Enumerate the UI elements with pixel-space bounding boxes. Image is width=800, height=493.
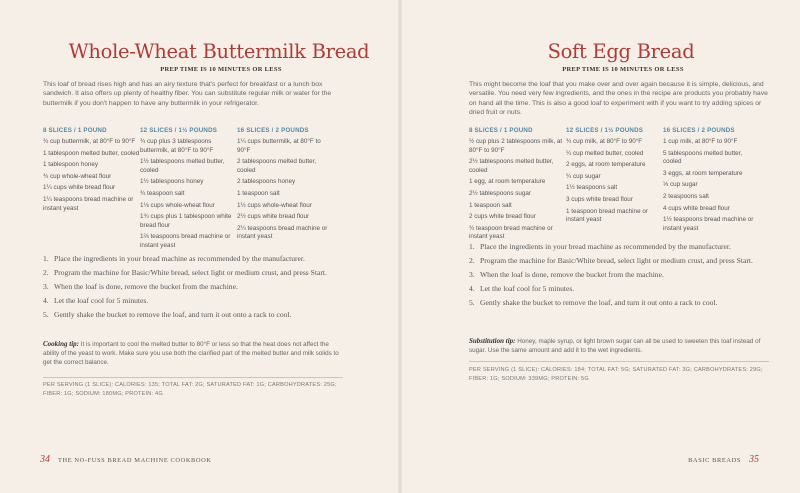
instruction-list (43, 253, 363, 323)
step-text: Let the loaf cool for 5 minutes. (54, 296, 149, 305)
column-heading: 8 SLICES / 1 POUND (469, 127, 533, 134)
ingredient: 2 tablespoons melted butter, cooled (237, 158, 317, 174)
ingredient: 1 tablespoon melted butter, cooled (43, 149, 140, 157)
ingredient-column (566, 127, 663, 245)
running-head: THE NO-FUSS BREAD MACHINE COOKBOOK (58, 457, 212, 464)
ingredient: 1¼ cups white bread flour (43, 184, 116, 192)
recipe-title: Whole-Wheat Buttermilk Bread (68, 40, 370, 63)
page-footer (688, 449, 759, 467)
column-heading: 12 SLICES / 1½ POUNDS (566, 127, 644, 134)
ingredient: 1 tablespoon honey (43, 161, 98, 169)
instruction-step: 1. Place the ingredients in your bread machine as recommended by the manufacturer. (469, 241, 789, 252)
ingredient: 2 teaspoons salt (663, 192, 709, 200)
recipe-intro: This loaf of bread rises high and has an airy texture that's perfect for breakfast or a lunch box sandwich. It also offers up plenty of healthy fiber. You can substitute regular milk or water for the buttermilk if you don't happen to have any buttermilk in your refrigerator. (43, 81, 332, 107)
ingredient-column (663, 127, 760, 245)
ingredient: 1 teaspoon salt (237, 189, 280, 197)
nutrition-info: PER SERVING (1 SLICE): CALORIES: 184; TOTAL FAT: 5G; SATURATED FAT: 3G; CARBOHYDRATES: 29G; FIBER: 1G; SODIUM: 339MG; PROTEIN: 5G (469, 367, 763, 382)
ingredient: 1 egg, at room temperature (469, 178, 546, 186)
cooking-tip (43, 340, 343, 367)
ingredient: 1 teaspoon bread machine or instant yeast (566, 207, 648, 224)
ingredient: 1 cup milk, at 80°F to 90°F (663, 138, 738, 145)
ingredient: 1½ tablespoons honey (140, 178, 204, 186)
ingredient: ⅓ cup sugar (663, 181, 698, 189)
tip-text: It is important to cool the melted butter to 80°F or less so that the heat does not affect the ability of the yeast to work. Make sure you use both the clarified part of the melted butter and milk solids to get the correct balance. (43, 341, 339, 366)
instruction-step: 2. Program the machine for Basic/White bread, select light or medium crust, and press Start. (43, 267, 363, 278)
tip-label: Substitution tip: (469, 337, 516, 345)
nutrition-info: PER SERVING (1 SLICE): CALORIES: 135; TOTAL FAT: 2G; SATURATED FAT: 1G; CARBOHYDRATES: 25G; FIBER: 1G; SODIUM: 180MG; PROTEIN: 4G (43, 382, 337, 397)
ingredient: 2½ cups white bread flour (237, 213, 310, 221)
ingredient: 3 cups white bread flour (566, 195, 633, 203)
instruction-step: 5. Gently shake the bucket to remove the loaf, and turn it out onto a rack to cool. (43, 309, 363, 320)
recipe-title: Soft Egg Bread (547, 40, 695, 63)
instruction-list (469, 241, 789, 311)
step-text: Let the loaf cool for 5 minutes. (480, 284, 575, 293)
ingredient: 2½ tablespoons melted butter, cooled (469, 158, 554, 174)
ingredient: 2 eggs, at room temperature (566, 161, 646, 169)
ingredient-column (43, 127, 140, 254)
ingredient: 1¾ cups plus 1 tablespoon white bread flour (140, 213, 232, 229)
substitution-tip (469, 337, 769, 355)
column-heading: 12 SLICES / 1½ POUNDS (140, 127, 218, 134)
ingredient: 2½ tablespoons sugar (469, 189, 531, 197)
ingredient: ¾ cup plus 3 tablespoons buttermilk, at 80°F to 90°F (140, 138, 214, 154)
step-text: Program the machine for Basic/White bread, select light or medium crust, and press Start. (54, 268, 327, 277)
step-text: When the loaf is done, remove the bucket from the machine. (480, 270, 664, 279)
ingredient: 5 tablespoons melted butter, cooled (663, 149, 743, 166)
prep-time: PREP TIME IS 10 MINUTES OR LESS (562, 66, 684, 73)
ingredient: 1⅛ cups whole-wheat flour (140, 201, 215, 209)
ingredient: 2 tablespoons honey (237, 178, 296, 186)
step-text: Gently shake the bucket to remove the loaf, and turn it out onto a rack to cool. (54, 310, 292, 319)
ingredient: 4 cups white bread flour (663, 204, 730, 212)
instruction-step: 5. Gently shake the bucket to remove the loaf, and turn it out onto a rack to cool. (469, 297, 789, 308)
ingredient: ¾ teaspoon salt (140, 189, 185, 197)
ingredient: 1¼ teaspoons bread machine or instant yeast (43, 195, 134, 212)
instruction-step: 4. Let the loaf cool for 5 minutes. (43, 295, 363, 306)
column-heading: 16 SLICES / 2 POUNDS (663, 127, 735, 134)
running-head: BASIC BREADS (688, 457, 741, 464)
step-text: Place the ingredients in your bread machine as recommended by the manufacturer. (480, 242, 731, 251)
step-text: Gently shake the bucket to remove the loaf, and turn it out onto a rack to cool. (480, 298, 718, 307)
column-heading: 8 SLICES / 1 POUND (43, 127, 107, 134)
left-page (0, 0, 398, 493)
ingredient: 1½ teaspoons bread machine or instant yeast (663, 216, 754, 232)
ingredient-column (140, 127, 237, 254)
divider (43, 377, 343, 378)
instruction-step: 3. When the loaf is done, remove the bucket from the machine. (43, 281, 363, 292)
step-text: When the loaf is done, remove the bucket from the machine. (54, 282, 238, 291)
ingredient: ¾ cup whole-wheat flour (43, 172, 112, 180)
instruction-step: 3. When the loaf is done, remove the bucket from the machine. (469, 269, 789, 280)
page-number: 35 (749, 454, 759, 465)
ingredient: 2¼ teaspoons bread machine or instant yeast (237, 224, 328, 241)
right-page (402, 0, 800, 493)
ingredient: 1 teaspoon salt (469, 201, 512, 209)
ingredient: 1⅔ teaspoons bread machine or instant yeast (140, 233, 231, 249)
tip-text: Honey, maple syrup, or light brown sugar can all be used to sweeten this loaf instead of sugar. Use the same amount and add it to the wet ingredients. (469, 338, 761, 354)
ingredient-columns (469, 127, 760, 245)
ingredient: 2 cups white bread flour (469, 213, 536, 221)
page-number: 34 (40, 454, 50, 465)
ingredient: ½ cup plus 2 tablespoons milk, at 80°F to 90°F (469, 138, 563, 154)
ingredient-columns (43, 127, 334, 254)
ingredient: ¾ teaspoon bread machine or instant yeast (469, 224, 553, 241)
ingredient: 3 eggs, at room temperature (663, 169, 743, 177)
step-text: Place the ingredients in your bread machine as recommended by the manufacturer. (54, 254, 305, 263)
ingredient: ¼ cup sugar (566, 172, 601, 180)
column-heading: 16 SLICES / 2 POUNDS (237, 127, 309, 134)
divider (469, 361, 769, 362)
ingredient: 1½ cups whole-wheat flour (237, 201, 312, 209)
instruction-step: 4. Let the loaf cool for 5 minutes. (469, 283, 789, 294)
ingredient: ¾ cup milk, at 80°F to 90°F (566, 138, 643, 145)
instruction-step: 1. Place the ingredients in your bread machine as recommended by the manufacturer. (43, 253, 363, 264)
prep-time: PREP TIME IS 10 MINUTES OR LESS (160, 66, 282, 73)
step-text: Program the machine for Basic/White bread, select light or medium crust, and press Start. (480, 256, 753, 265)
instruction-step: 2. Program the machine for Basic/White bread, select light or medium crust, and press Start. (469, 255, 789, 266)
ingredient: 1½ teaspoons salt (566, 184, 618, 192)
ingredient: ¾ cup buttermilk, at 80°F to 90°F (43, 138, 136, 145)
ingredient: 1¼ cups buttermilk, at 80°F to 90°F (237, 138, 321, 154)
recipe-intro: This might become the loaf that you make over and over again because it is simple, delicious, and versatile. You need very few ingredients, and the ones in the recipe are products you probably have on hand all the time. This is also a good loaf to experiment with if you want to try adding spices or dried fruit or nuts. (469, 81, 768, 116)
ingredient-column (469, 127, 566, 245)
page-footer (40, 449, 212, 467)
tip-label: Cooking tip: (43, 340, 79, 348)
ingredient: ¼ cup melted butter, cooled (566, 149, 644, 157)
ingredient: 1½ tablespoons melted butter, cooled (140, 158, 225, 174)
ingredient-column (237, 127, 334, 254)
